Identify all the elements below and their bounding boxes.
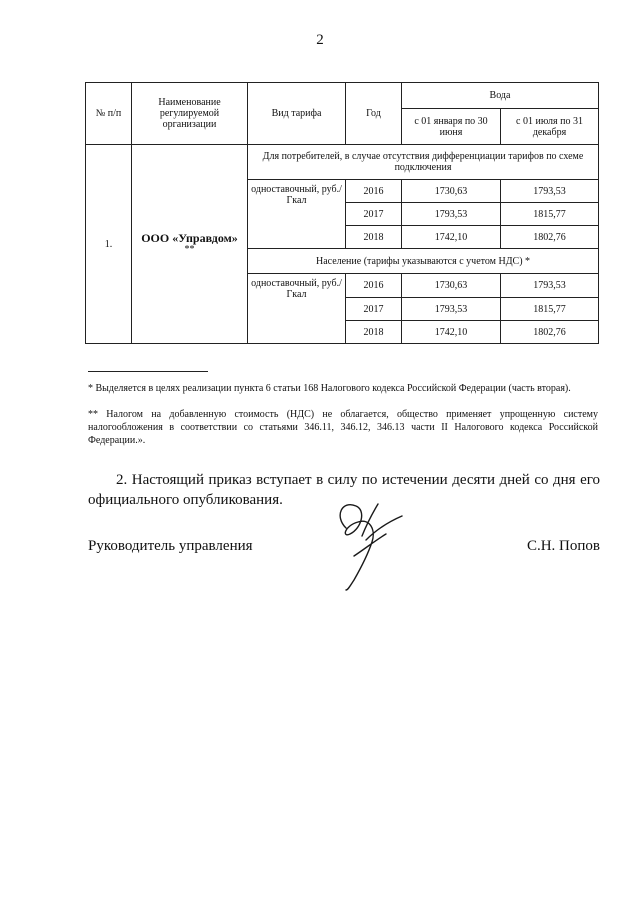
group-title-1: Для потребителей, в случае отсутствия дифференциации тарифов по схеме подключения: [248, 145, 599, 180]
row-number: 1.: [86, 145, 132, 344]
header-tariff-type: Вид тарифа: [248, 83, 346, 145]
header-year: Год: [346, 83, 402, 145]
header-org: Наименование регулируемой организации: [132, 83, 248, 145]
signer-name: С.Н. Попов: [526, 538, 600, 554]
group-title-2: Население (тарифы указываются с учетом НДС) *: [248, 249, 599, 274]
value-cell: 1742,10: [402, 226, 501, 249]
order-paragraph: 2. Настоящий приказ вступает в силу по истечении десяти дней со дня его официального опубликования.: [88, 472, 600, 508]
value-cell: 1815,77: [501, 203, 599, 226]
value-cell: 1802,76: [501, 226, 599, 249]
year-cell: 2018: [346, 321, 402, 344]
year-cell: 2016: [346, 180, 402, 203]
value-cell: 1730,63: [402, 274, 501, 298]
footnote-2: ** Налогом на добавленную стоимость (НДС) не облагается, общество применяет упрощенную систему налогообложения в соответствии со статьями 346.11, 346.12, 346.13 части II Налогового кодекса Российской Федерации.».: [88, 409, 598, 446]
year-cell: 2018: [346, 226, 402, 249]
footnote-divider: [88, 371, 208, 372]
value-cell: 1742,10: [402, 321, 501, 344]
year-cell: 2017: [346, 203, 402, 226]
header-period-1: с 01 января по 30 июня: [402, 109, 501, 145]
tariff-table: [85, 82, 599, 344]
value-cell: 1730,63: [402, 180, 501, 203]
footnote-1: * Выделяется в целях реализации пункта 6 статьи 168 Налогового кодекса Российской Федерации (часть вторая).: [88, 383, 571, 394]
header-water: Вода: [402, 83, 599, 109]
tariff-type-1: одноставочный, руб./Гкал: [248, 180, 346, 249]
tariff-type-2: одноставочный, руб./Гкал: [248, 274, 346, 344]
handwritten-signature: [332, 496, 410, 592]
value-cell: 1793,53: [501, 180, 599, 203]
value-cell: 1793,53: [402, 298, 501, 321]
year-cell: 2016: [346, 274, 402, 298]
organization-cell: [132, 145, 248, 344]
signer-position: Руководитель управления: [88, 538, 253, 554]
page-number: 2: [316, 32, 324, 48]
header-num: № п/п: [86, 83, 132, 145]
value-cell: 1793,53: [501, 274, 599, 298]
header-period-2: с 01 июля по 31 декабря: [501, 109, 599, 145]
value-cell: 1802,76: [501, 321, 599, 344]
organization-mark: **: [184, 244, 195, 255]
value-cell: 1815,77: [501, 298, 599, 321]
value-cell: 1793,53: [402, 203, 501, 226]
organization-name: ООО «Управдом»: [141, 231, 238, 245]
year-cell: 2017: [346, 298, 402, 321]
